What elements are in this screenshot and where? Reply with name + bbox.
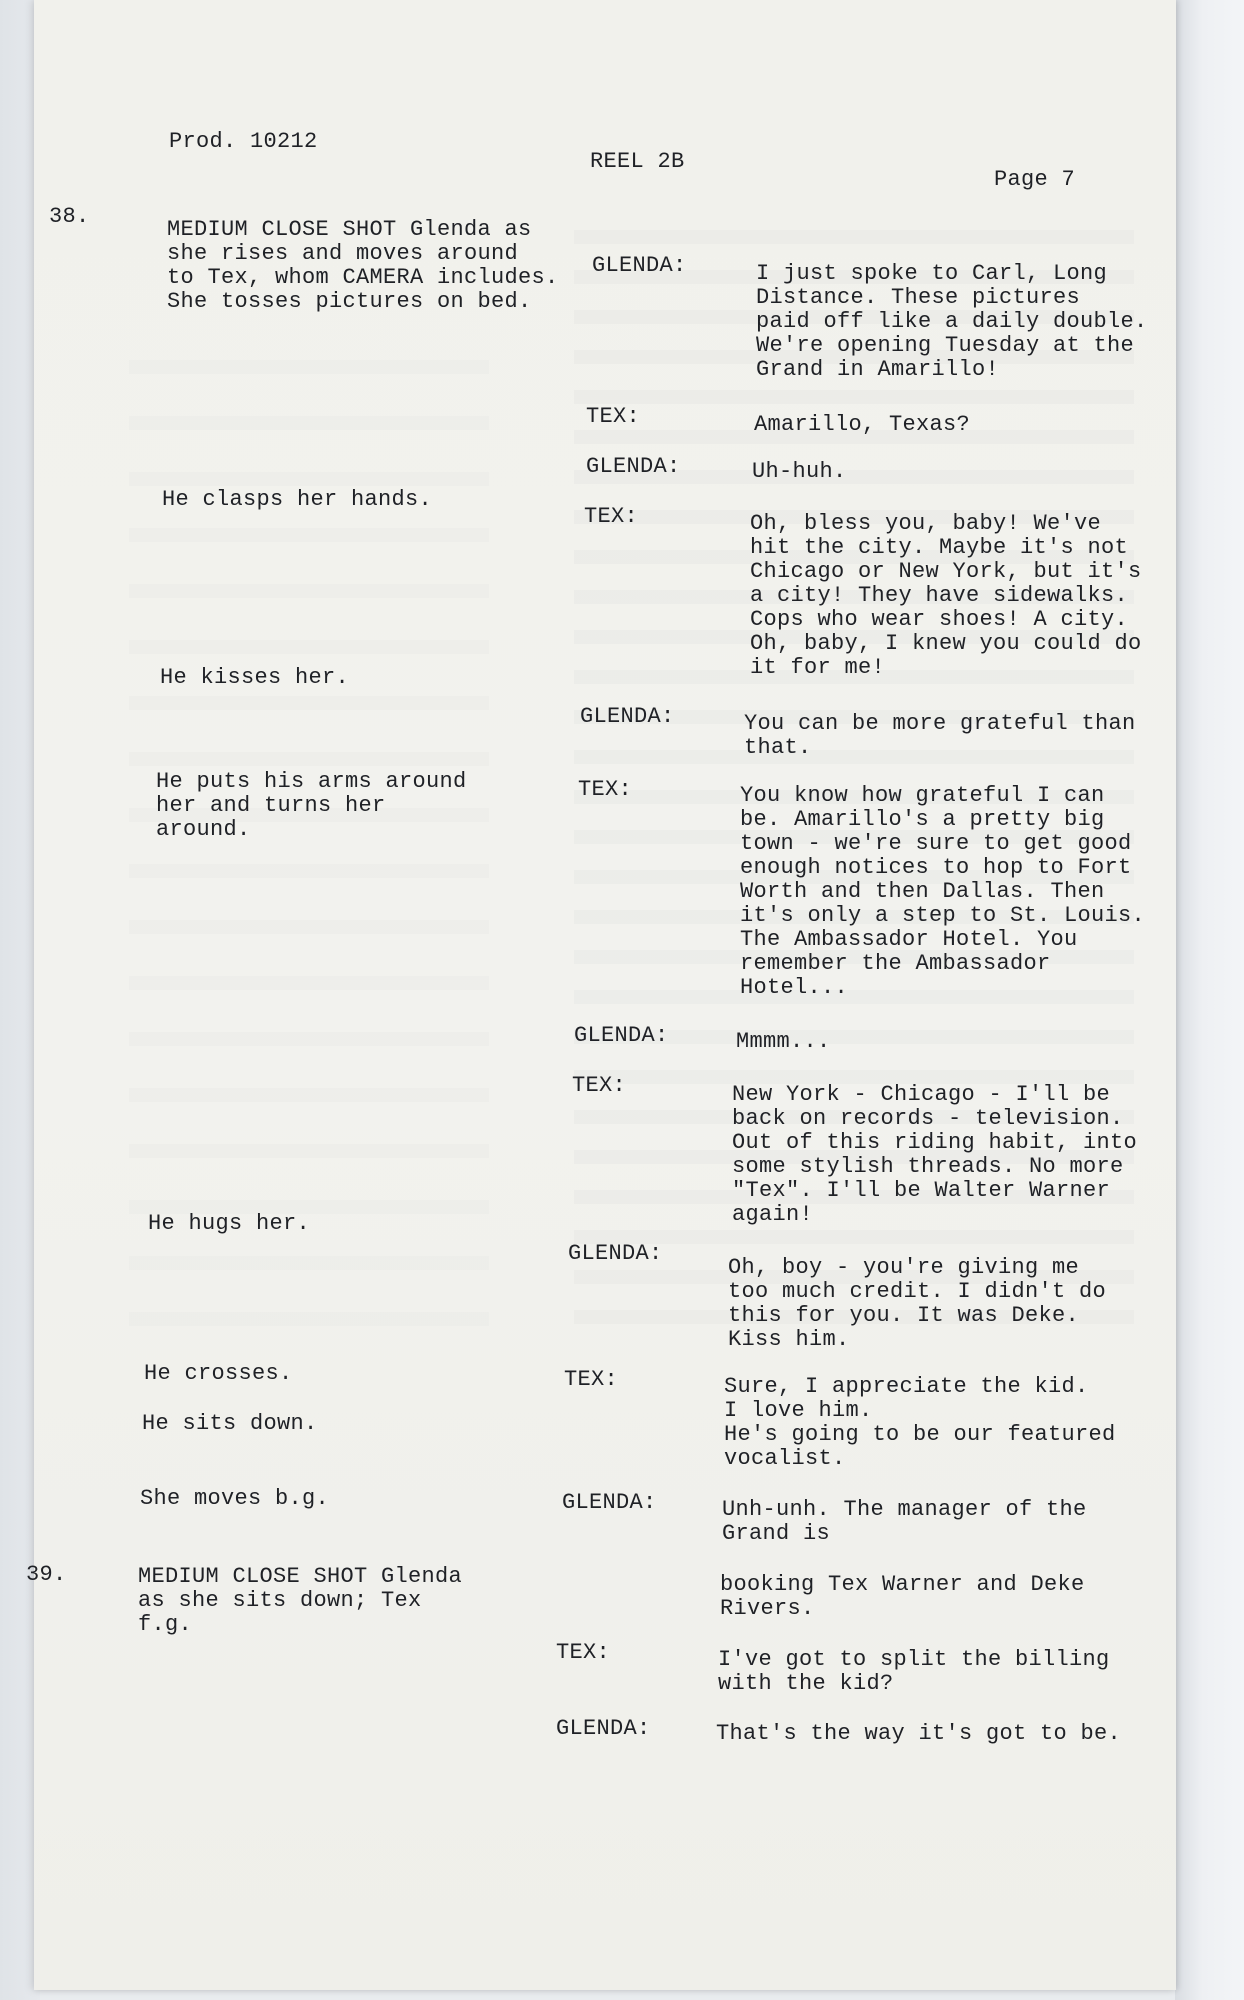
page-number: Page 7 [994, 167, 1076, 192]
stage-direction: She moves b.g. [140, 1486, 330, 1511]
speaker-label: GLENDA: [586, 454, 681, 479]
speaker-label: GLENDA: [568, 1241, 663, 1266]
stage-direction: He clasps her hands. [162, 487, 433, 512]
dialogue-line: Mmmm... [736, 1029, 831, 1054]
dialogue-line: That's the way it's got to be. [716, 1721, 1122, 1746]
speaker-label: TEX: [586, 404, 641, 429]
dialogue-line: You know how grateful I can be. Amarillo's a pretty big town - we're sure to get good enough notices to hop to Fort Worth and then Dallas. Then it's only a step to St. Louis. The Ambassador Hotel. You remember the Ambassador Hotel... [740, 783, 1146, 1000]
speaker-label: GLENDA: [556, 1716, 651, 1741]
shot-description: MEDIUM CLOSE SHOT Glenda as she sits down; Tex f.g. [138, 1564, 463, 1637]
shot-number: 39. [26, 1562, 67, 1587]
speaker-label: TEX: [572, 1073, 627, 1098]
script-page [26, 0, 1176, 1990]
speaker-label: GLENDA: [574, 1023, 669, 1048]
shot-number: 38. [49, 204, 90, 229]
dialogue-line: Oh, boy - you're giving me too much credit. I didn't do this for you. It was Deke. Kiss him. [728, 1255, 1107, 1352]
dialogue-line: I just spoke to Carl, Long Distance. These pictures paid off like a daily double. We're opening Tuesday at the Grand in Amarillo! [756, 261, 1148, 382]
dialogue-line: I've got to split the billing with the kid? [718, 1647, 1110, 1696]
dialogue-line: New York - Chicago - I'll be back on records - television. Out of this riding habit, into some stylish threads. No more "Tex". I'll be Walter Warner again! [732, 1082, 1138, 1227]
dialogue-line: booking Tex Warner and Deke Rivers. [720, 1572, 1085, 1621]
stage-direction: He puts his arms around her and turns her around. [156, 769, 467, 842]
speaker-label: TEX: [578, 777, 633, 802]
prod-number: Prod. 10212 [169, 129, 318, 154]
dialogue-line: Sure, I appreciate the kid. I love him. He's going to be our featured vocalist. [724, 1374, 1116, 1471]
background-right [1175, 0, 1244, 2000]
stage-direction: He kisses her. [160, 665, 350, 690]
speaker-label: GLENDA: [580, 704, 675, 729]
speaker-label: TEX: [564, 1367, 619, 1392]
shot-description: MEDIUM CLOSE SHOT Glenda as she rises and moves around to Tex, whom CAMERA includes. She tosses pictures on bed. [167, 217, 559, 314]
dialogue-line: Amarillo, Texas? [754, 412, 971, 437]
stage-direction: He crosses. [144, 1361, 293, 1386]
reel-label: REEL 2B [590, 149, 685, 174]
dialogue-line: Uh-huh. [752, 459, 847, 484]
dialogue-line: Oh, bless you, baby! We've hit the city. Maybe it's not Chicago or New York, but it's a city! They have sidewalks. Cops who wear shoes! A city. Oh, baby, I knew you could do it for me! [750, 511, 1142, 680]
dialogue-line: Unh-unh. The manager of the Grand is [722, 1497, 1087, 1546]
speaker-label: TEX: [556, 1640, 611, 1665]
speaker-label: GLENDA: [592, 253, 687, 278]
stage-direction: He hugs her. [148, 1211, 311, 1236]
dialogue-line: You can be more grateful than that. [744, 711, 1136, 760]
speaker-label: TEX: [584, 504, 639, 529]
speaker-label: GLENDA: [562, 1490, 657, 1515]
stage-direction: He sits down. [142, 1411, 318, 1436]
